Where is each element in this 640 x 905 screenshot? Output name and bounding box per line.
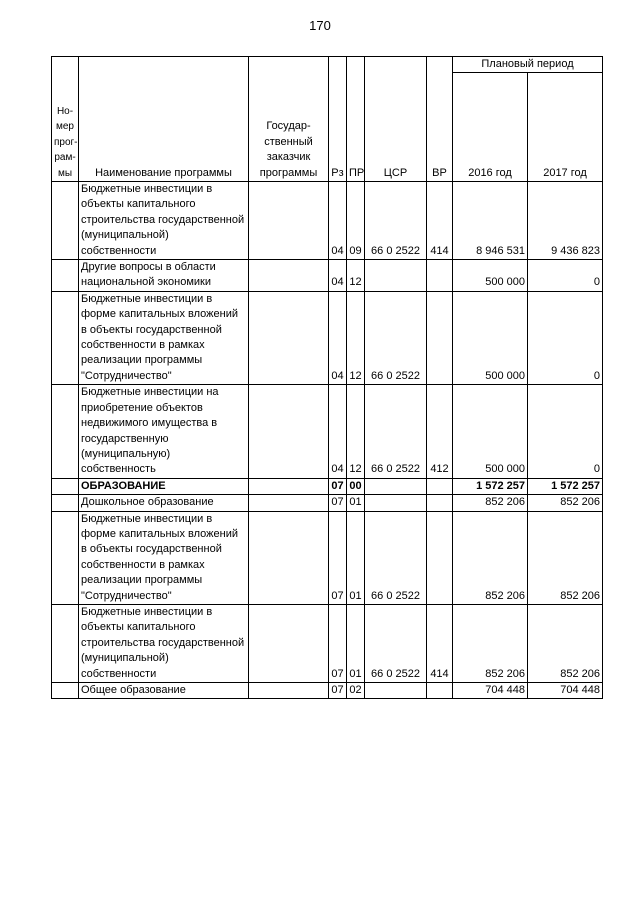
cell-vr bbox=[427, 260, 453, 292]
cell-y2017: 704 448 bbox=[528, 683, 603, 699]
cell-pr: 12 bbox=[347, 260, 365, 292]
cell-pr: 01 bbox=[347, 495, 365, 511]
row-number-cell bbox=[52, 604, 79, 682]
cell-customer bbox=[249, 385, 329, 478]
cell-name: Дошкольное образование bbox=[79, 495, 249, 511]
cell-rz: 07 bbox=[329, 511, 347, 604]
cell-vr bbox=[427, 683, 453, 699]
table-row bbox=[52, 385, 603, 478]
row-number-cell bbox=[52, 478, 79, 494]
table-row bbox=[52, 495, 603, 511]
cell-name: Другие вопросы в области национальной экономики bbox=[79, 260, 249, 292]
cell-customer bbox=[249, 604, 329, 682]
header-customer bbox=[249, 57, 329, 182]
cell-pr: 00 bbox=[347, 478, 365, 494]
header-csr-label: ЦСР bbox=[383, 166, 408, 179]
cell-pr: 02 bbox=[347, 683, 365, 699]
table-row bbox=[52, 683, 603, 699]
cell-rz: 07 bbox=[329, 495, 347, 511]
table-row bbox=[52, 604, 603, 682]
cell-name: Общее образование bbox=[79, 683, 249, 699]
header-planned-period bbox=[453, 57, 603, 73]
row-number-cell bbox=[52, 495, 79, 511]
page-number: 170 bbox=[309, 18, 331, 33]
table-row bbox=[52, 478, 603, 494]
header-number bbox=[52, 57, 79, 182]
cell-y2017: 1 572 257 bbox=[528, 478, 603, 494]
header-vr-label: ВР bbox=[432, 166, 447, 179]
cell-rz: 04 bbox=[329, 291, 347, 384]
header-customer-label: Государ- ственный заказчик программы bbox=[259, 120, 318, 179]
cell-y2017: 852 206 bbox=[528, 495, 603, 511]
cell-csr: 66 0 2522 bbox=[365, 511, 427, 604]
header-year-2016 bbox=[453, 73, 528, 182]
cell-vr: 414 bbox=[427, 182, 453, 260]
cell-rz: 07 bbox=[329, 604, 347, 682]
row-number-cell bbox=[52, 683, 79, 699]
header-year-2017-label: 2017 год bbox=[543, 166, 587, 179]
table-row bbox=[52, 291, 603, 384]
cell-y2017: 852 206 bbox=[528, 604, 603, 682]
cell-rz: 04 bbox=[329, 385, 347, 478]
cell-csr bbox=[365, 495, 427, 511]
cell-rz: 07 bbox=[329, 478, 347, 494]
table-row bbox=[52, 511, 603, 604]
row-number-cell bbox=[52, 385, 79, 478]
header-year-2016-label: 2016 год bbox=[468, 166, 512, 179]
cell-y2017: 9 436 823 bbox=[528, 182, 603, 260]
cell-pr: 12 bbox=[347, 291, 365, 384]
cell-y2017: 0 bbox=[528, 260, 603, 292]
header-number-label: Но- мер прог- рам- мы bbox=[54, 105, 78, 179]
cell-y2016: 704 448 bbox=[453, 683, 528, 699]
cell-name: Бюджетные инвестиции в форме капитальных вложений в объекты государственной собственности в рамках реализации программы "Сотрудничество" bbox=[79, 511, 249, 604]
header-name-label: Наименование программы bbox=[95, 166, 232, 179]
header-rz-label: Рз bbox=[331, 166, 344, 179]
cell-y2017: 0 bbox=[528, 385, 603, 478]
cell-vr bbox=[427, 511, 453, 604]
cell-y2016: 852 206 bbox=[453, 604, 528, 682]
cell-vr bbox=[427, 495, 453, 511]
cell-csr: 66 0 2522 bbox=[365, 291, 427, 384]
cell-vr bbox=[427, 478, 453, 494]
cell-name: Бюджетные инвестиции в объекты капитального строительства государственной (муниципальной) собственности bbox=[79, 182, 249, 260]
cell-y2016: 8 946 531 bbox=[453, 182, 528, 260]
cell-customer bbox=[249, 182, 329, 260]
budget-table bbox=[51, 56, 603, 699]
cell-rz: 04 bbox=[329, 182, 347, 260]
cell-y2016: 500 000 bbox=[453, 291, 528, 384]
header-csr bbox=[365, 57, 427, 182]
header-pr-label: ПР bbox=[349, 166, 365, 179]
cell-csr: 66 0 2522 bbox=[365, 182, 427, 260]
cell-name: ОБРАЗОВАНИЕ bbox=[79, 478, 249, 494]
table-row bbox=[52, 182, 603, 260]
header-row-top bbox=[52, 57, 603, 73]
cell-pr: 01 bbox=[347, 511, 365, 604]
table-body bbox=[52, 182, 603, 699]
cell-customer bbox=[249, 683, 329, 699]
cell-customer bbox=[249, 478, 329, 494]
row-number-cell bbox=[52, 260, 79, 292]
row-number-cell bbox=[52, 511, 79, 604]
cell-y2016: 852 206 bbox=[453, 495, 528, 511]
cell-vr bbox=[427, 291, 453, 384]
cell-pr: 12 bbox=[347, 385, 365, 478]
cell-csr bbox=[365, 260, 427, 292]
cell-customer bbox=[249, 511, 329, 604]
cell-vr: 414 bbox=[427, 604, 453, 682]
cell-y2016: 500 000 bbox=[453, 260, 528, 292]
cell-name: Бюджетные инвестиции в объекты капитального строительства государственной (муниципальной) собственности bbox=[79, 604, 249, 682]
header-vr bbox=[427, 57, 453, 182]
row-number-cell bbox=[52, 291, 79, 384]
cell-y2016: 852 206 bbox=[453, 511, 528, 604]
cell-y2017: 0 bbox=[528, 291, 603, 384]
cell-csr: 66 0 2522 bbox=[365, 604, 427, 682]
header-rz bbox=[329, 57, 347, 182]
cell-customer bbox=[249, 495, 329, 511]
cell-pr: 01 bbox=[347, 604, 365, 682]
cell-csr bbox=[365, 478, 427, 494]
cell-vr: 412 bbox=[427, 385, 453, 478]
cell-csr bbox=[365, 683, 427, 699]
cell-name: Бюджетные инвестиции в форме капитальных вложений в объекты государственной собственности в рамках реализации программы "Сотрудничество" bbox=[79, 291, 249, 384]
header-year-2017 bbox=[528, 73, 603, 182]
cell-y2017: 852 206 bbox=[528, 511, 603, 604]
cell-customer bbox=[249, 291, 329, 384]
cell-pr: 09 bbox=[347, 182, 365, 260]
cell-rz: 04 bbox=[329, 260, 347, 292]
header-pr bbox=[347, 57, 365, 182]
cell-csr: 66 0 2522 bbox=[365, 385, 427, 478]
cell-name: Бюджетные инвестиции на приобретение объектов недвижимого имущества в государственную (муниципальную) собственность bbox=[79, 385, 249, 478]
cell-y2016: 500 000 bbox=[453, 385, 528, 478]
row-number-cell bbox=[52, 182, 79, 260]
header-planned-period-label: Плановый период bbox=[481, 58, 574, 70]
header-name bbox=[79, 57, 249, 182]
cell-y2016: 1 572 257 bbox=[453, 478, 528, 494]
cell-customer bbox=[249, 260, 329, 292]
cell-rz: 07 bbox=[329, 683, 347, 699]
table-row bbox=[52, 260, 603, 292]
